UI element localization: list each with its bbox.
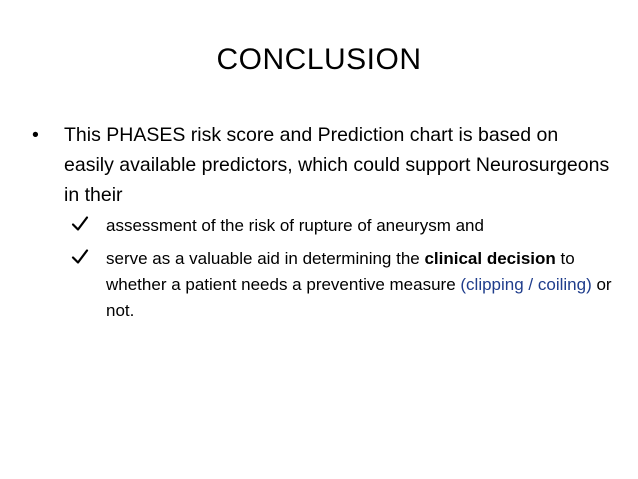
sub-item-text-middle: to whether a patient needs a preventive measure xyxy=(106,249,575,294)
sub-list xyxy=(32,213,612,324)
slide-title: CONCLUSION xyxy=(216,43,422,76)
sub-item-text-before: serve as a valuable aid in determining the xyxy=(106,249,425,268)
clipping-coiling-text: (clipping / coiling) xyxy=(460,275,592,294)
sub-item-text: assessment of the risk of rupture of aneurysm and xyxy=(106,216,484,235)
main-bullet xyxy=(32,120,612,210)
sub-item-decision xyxy=(64,246,612,324)
main-bullet-text: This PHASES risk score and Prediction chart is based on easily available predictors, which could support Neurosurgeons in their xyxy=(64,124,610,206)
bullet-dot-icon: • xyxy=(32,124,39,146)
sub-item-assessment xyxy=(64,213,612,239)
checkmark-icon xyxy=(70,247,90,267)
checkmark-icon xyxy=(70,214,90,234)
bullet-block xyxy=(32,120,612,331)
sub-item-text-after: or not. xyxy=(106,275,612,320)
clinical-decision-text: clinical decision xyxy=(424,249,556,268)
